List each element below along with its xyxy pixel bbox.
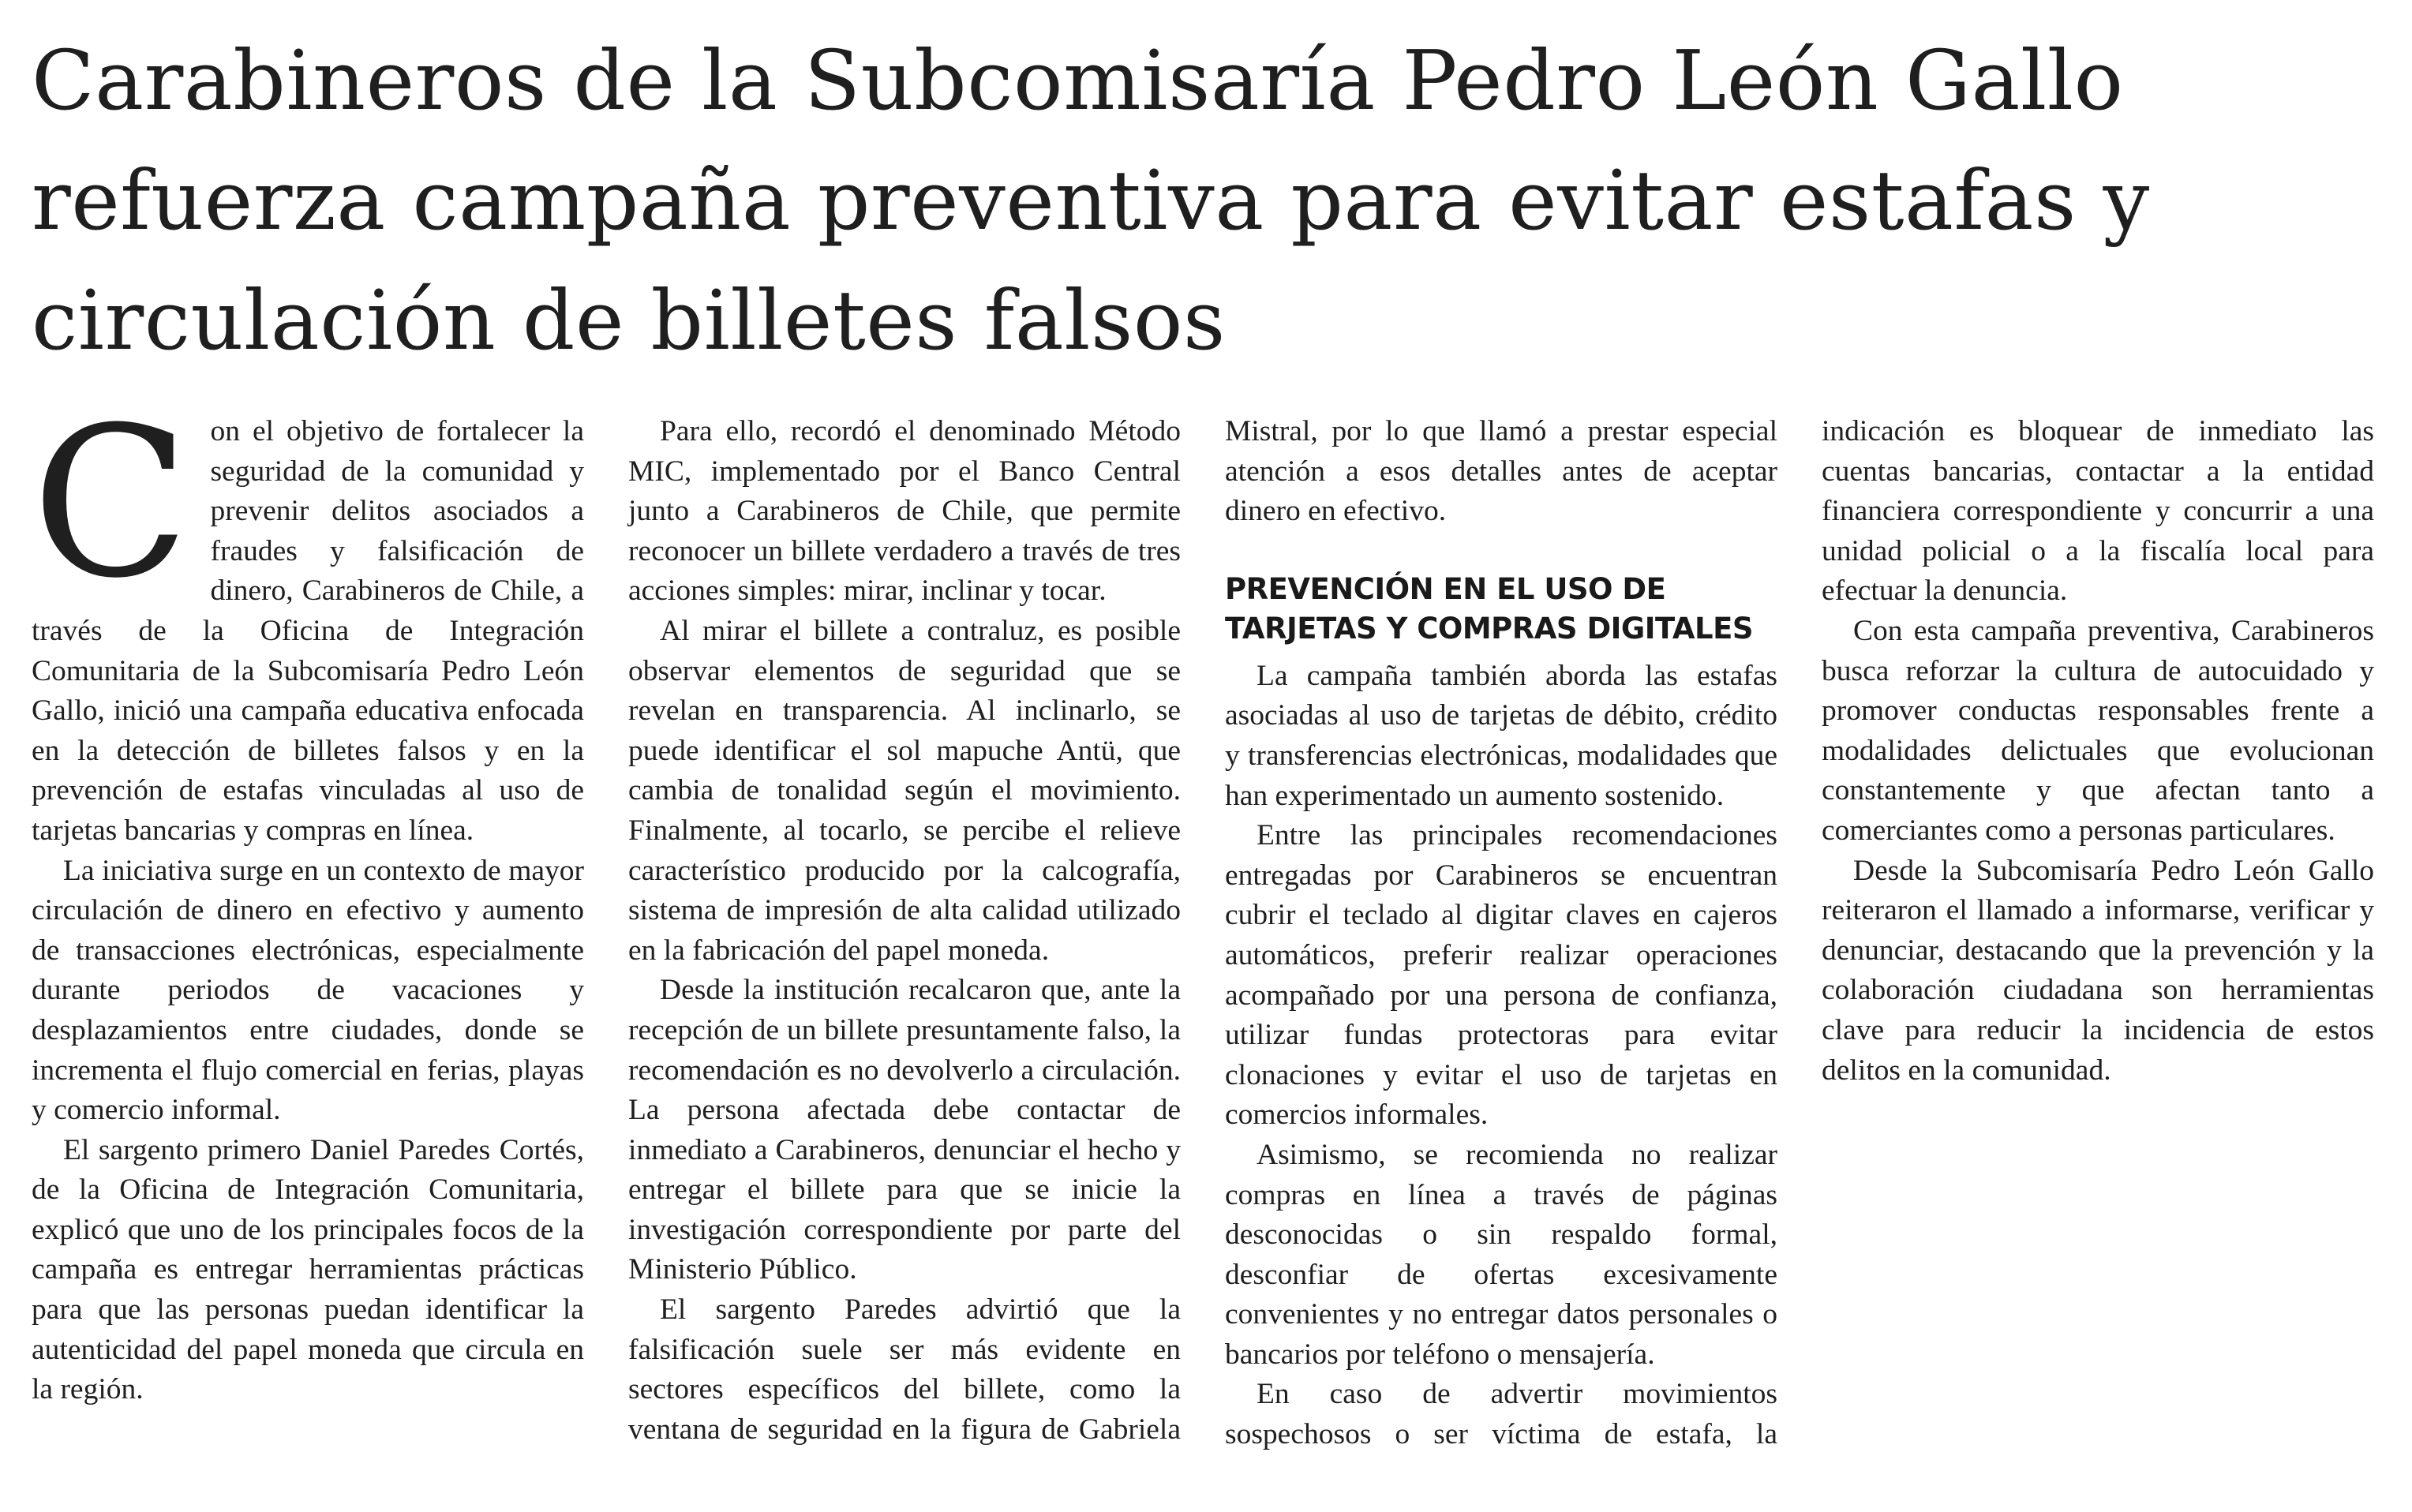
article-paragraph: El sargento primero Daniel Paredes Cortés, de la Oficina de Integración Comunitaria, explicó que uno de los principales focos de la campaña es entregar herramientas prácticas para que las personas puedan identificar la autenticidad del papel moneda que circula en la región. <box>32 1133 584 1406</box>
article-paragraph: on el objetivo de fortalecer la seguridad de la comunidad y prevenir delitos asociados a fraudes y falsificación de dinero, Carabineros de Chile, a través de la Oficina de Integración Comunitaria de la Subcomisaría Pedro León Gallo, inició una campaña educativa enfocada en la detección de billetes falsos y en la prevención de estafas vinculadas al uso de tarjetas bancarias y compras en línea. <box>32 415 584 847</box>
article-paragraph: En caso de advertir movimientos sospechosos o ser víctima de estafa, la indicación es bloquear de inmediato las cuentas bancarias, contactar a la entidad financiera correspondiente y concurrir a una unidad policial o a la fiscalía local para efectuar la denuncia. <box>1225 415 2374 1451</box>
article-paragraph: La campaña también aborda las estafas asociadas al uso de tarjetas de débito, crédito y transferencias electrónicas, modalidades que han experimentado un aumento sostenido. <box>1225 659 1777 812</box>
article-paragraph: Para ello, recordó el denominado Método MIC, implementado por el Banco Central junto a Carabineros de Chile, que permite reconocer un billete verdadero a través de tres acciones simples: mirar, inclinar y tocar. <box>628 415 1181 608</box>
article-paragraph: Al mirar el billete a contraluz, es posible observar elementos de seguridad que se revelan en transparencia. Al inclinarlo, se puede identificar el sol mapuche Antü, que cambia de tonalidad según el movimiento. Finalmente, al tocarlo, se percibe el relieve característico producido por la calcografía, sistema de impresión de alta calidad utilizado en la fabricación del papel moneda. <box>628 614 1181 967</box>
article-paragraph: Desde la Subcomisaría Pedro León Gallo reiteraron el llamado a informarse, verificar y denunciar, destacando que la prevención y la colaboración ciudadana son herramientas clave para reducir la incidencia de estos delitos en la comunidad. <box>1822 854 2374 1087</box>
article-paragraph: Con esta campaña preventiva, Carabineros busca reforzar la cultura de autocuidado y promover conductas responsables frente a modalidades delictuales que evolucionan constantemente y que afectan tanto a comerciantes como a personas particulares. <box>1822 614 2374 847</box>
article-paragraph: Entre las principales recomendaciones entregadas por Carabineros se encuentran cubrir el teclado al digitar claves en cajeros automáticos, preferir realizar operaciones acompañado por una persona de confianza, utilizar fundas protectoras para evitar clonaciones y evitar el uso de tarjetas en comercios informales. <box>1225 819 1777 1132</box>
drop-cap: C <box>32 383 190 623</box>
article-paragraph: El sargento Paredes advirtió que la falsificación suele ser más evidente en sectores específicos del billete, como la ventana de seguridad en la figura de Gabriela Mistral, por lo que llamó a prestar especial atención a esos detalles antes de aceptar dinero en efectivo. <box>628 415 1777 1446</box>
section-subheading: PREVENCIÓN EN EL USO DE TARJETAS Y COMPRAS DIGITALES <box>1225 571 1754 646</box>
article-paragraph: La iniciativa surge en un contexto de mayor circulación de dinero en efectivo y aumento de transacciones electrónicas, especialmente durante periodos de vacaciones y desplazamientos entre ciudades, donde se incrementa el flujo comercial en ferias, playas y comercio informal. <box>32 854 584 1127</box>
article-body <box>32 383 2374 1485</box>
article-paragraph: Asimismo, se recomienda no realizar compras en línea a través de páginas desconocidas o sin respaldo formal, desconfiar de ofertas excesivamente convenientes y no entregar datos personales o bancarios por teléfono o mensajería. <box>1225 1138 1777 1371</box>
article-headline: Carabineros de la Subcomisaría Pedro León Gallo refuerza campaña preventiva para evitar estafas y circulación de billetes falsos <box>32 32 2150 369</box>
article-paragraph: Desde la institución recalcaron que, ante la recepción de un billete presuntamente falso, la recomendación es no devolverlo a circulación. La persona afectada debe contactar de inmediato a Carabineros, denunciar el hecho y entregar el billete para que se inicie la investigación correspondiente por parte del Ministerio Público. <box>628 974 1181 1286</box>
